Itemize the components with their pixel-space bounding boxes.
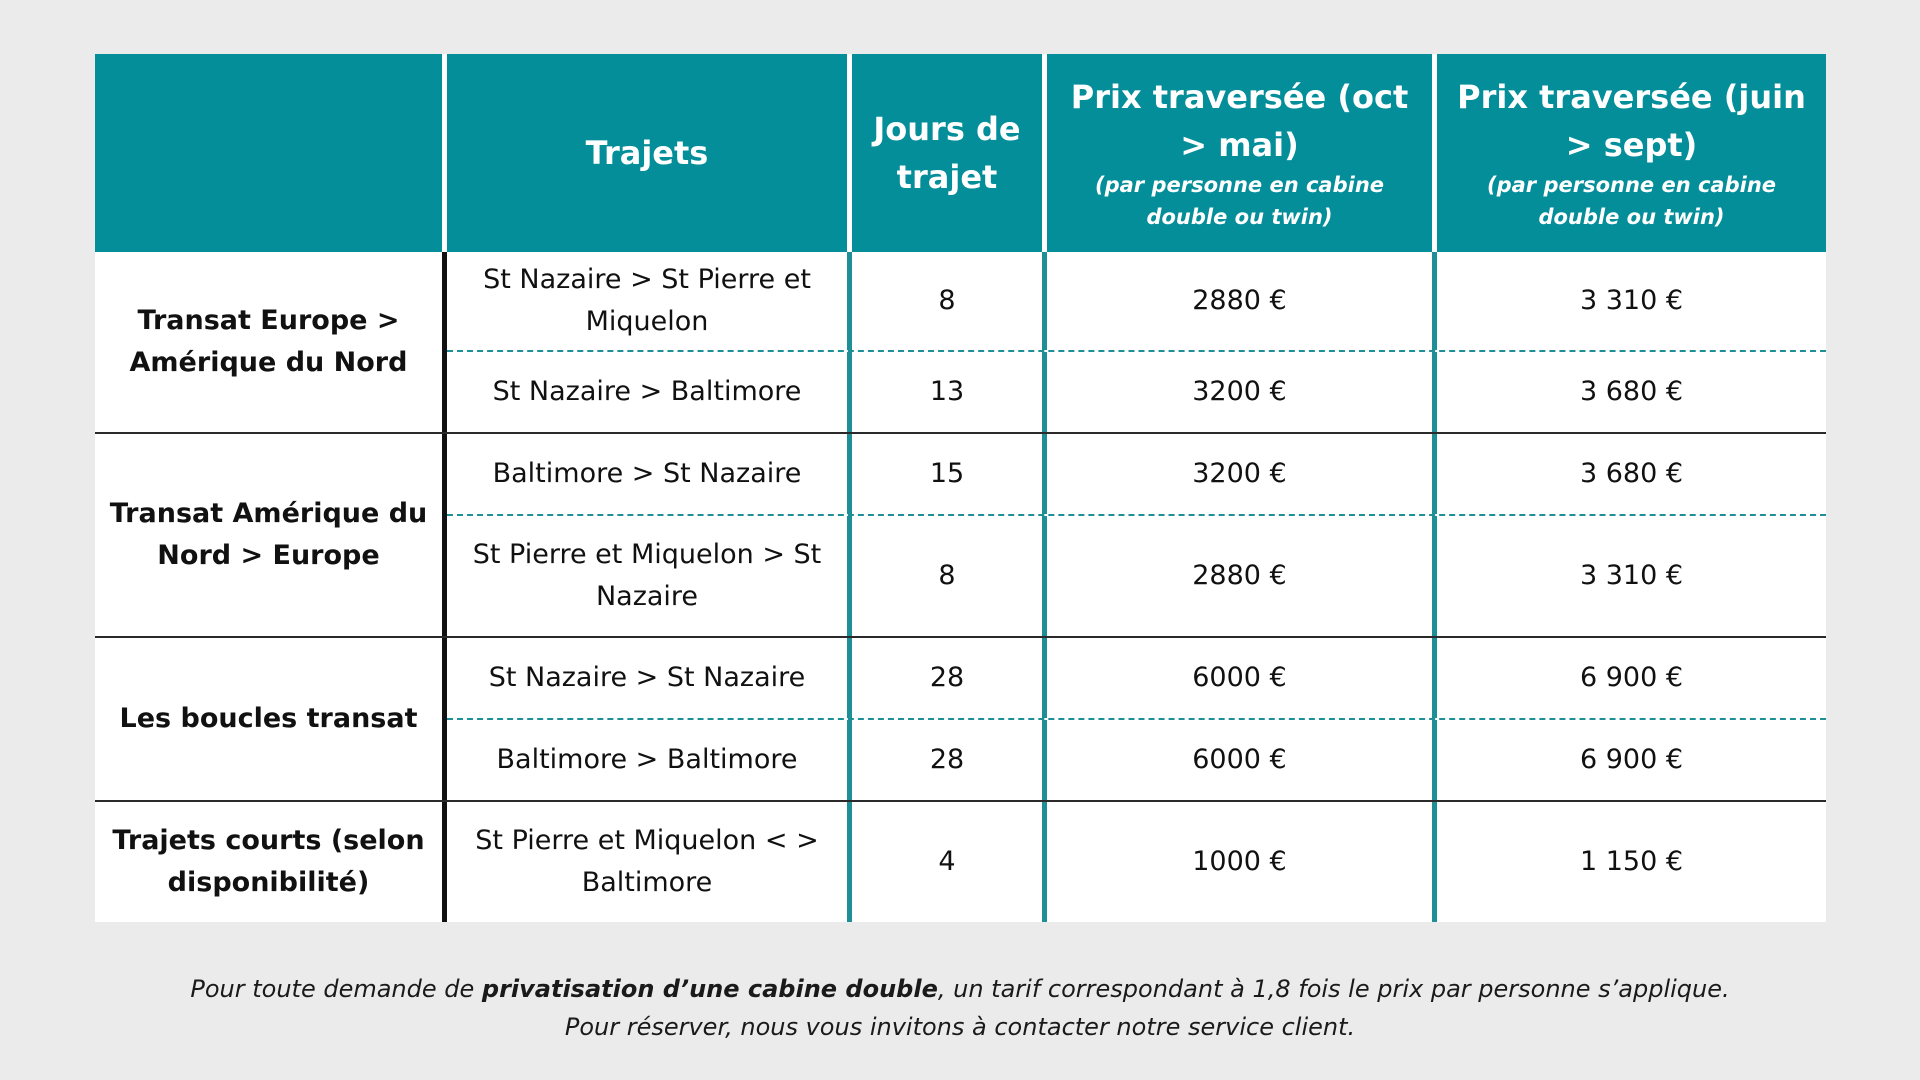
header-trajets: Trajets [585,134,709,172]
cell-trajet: St Nazaire > Baltimore [447,352,847,432]
row-group [95,252,1826,432]
header-empty-cell [95,54,442,252]
footer-line-2: Pour réserver, nous vous invitons à contacter notre service client. [564,1013,1356,1041]
header-prix-juin: Prix traversée (juin > sept) (par personne en cabine double ou twin) [1457,78,1806,229]
cell-prix-oct: 3200 € [1047,434,1432,514]
row-group [95,800,1826,922]
cell-jours: 28 [852,720,1042,800]
table-body [95,252,1826,922]
header-jours: Jours de trajet [873,110,1021,196]
row-group [95,636,1826,800]
cell-trajet: St Nazaire > St Nazaire [447,638,847,718]
group-rows [447,638,1826,800]
cell-trajet: Baltimore > Baltimore [447,720,847,800]
group-label: Transat Amérique du Nord > Europe [109,498,428,571]
cell-trajet: St Pierre et Miquelon < > Baltimore [447,802,847,922]
group-rows [447,802,1826,922]
cell-jours: 28 [852,638,1042,718]
footer-note [0,970,1920,1046]
cell-jours: 4 [852,802,1042,922]
cell-prix-oct: 1000 € [1047,802,1432,922]
cell-prix-juin: 6 900 € [1437,638,1826,718]
cell-trajet: Baltimore > St Nazaire [447,434,847,514]
cell-prix-oct: 3200 € [1047,352,1432,432]
cell-prix-oct: 6000 € [1047,638,1432,718]
group-rows [447,434,1826,636]
cell-prix-juin: 3 310 € [1437,516,1826,636]
pricing-table [95,54,1826,922]
cell-trajet: St Nazaire > St Pierre et Miquelon [447,252,847,350]
cell-jours: 8 [852,252,1042,350]
cell-trajet: St Pierre et Miquelon > St Nazaire [447,516,847,636]
footer-line-1: Pour toute demande de privatisation d’une cabine double, un tarif correspondant à 1,8 fois le prix par personne s’applique. [190,975,1730,1003]
row-group [95,432,1826,636]
cell-prix-juin: 3 680 € [1437,434,1826,514]
cell-prix-juin: 6 900 € [1437,720,1826,800]
cell-prix-oct: 2880 € [1047,252,1432,350]
header-prix-oct: Prix traversée (oct > mai) (par personne en cabine double ou twin) [1070,78,1409,229]
cell-jours: 15 [852,434,1042,514]
table-header [95,54,1826,252]
group-label: Transat Europe > Amérique du Nord [129,305,408,378]
cell-prix-juin: 1 150 € [1437,802,1826,922]
cell-prix-juin: 3 680 € [1437,352,1826,432]
cell-jours: 13 [852,352,1042,432]
cell-prix-juin: 3 310 € [1437,252,1826,350]
cell-prix-oct: 2880 € [1047,516,1432,636]
group-label: Les boucles transat [119,703,418,734]
cell-jours: 8 [852,516,1042,636]
cell-prix-oct: 6000 € [1047,720,1432,800]
group-label: Trajets courts (selon disponibilité) [112,825,425,898]
group-rows [447,252,1826,432]
